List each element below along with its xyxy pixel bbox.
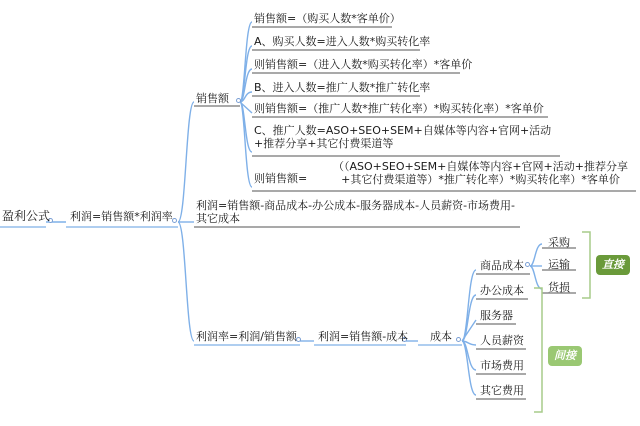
- indirect-item-salary: 人员薪资: [480, 334, 524, 347]
- goods-cost-node: 商品成本: [480, 259, 524, 272]
- profit-node: 利润=销售额*利润率: [70, 210, 173, 223]
- connector-cost-i5: [462, 341, 476, 395]
- connector-profit-margin: [178, 222, 194, 341]
- connector-sales-7: [240, 102, 252, 187]
- margin-formula: 利润=销售额-成本: [318, 330, 409, 343]
- connector-goods-d1: [530, 244, 542, 266]
- sales-item-6: C、推广人数=ASO+SEO+SEM+自媒体等内容+官网+活动+推荐分享+其它付费渠道等: [254, 124, 552, 150]
- indirect-item-server: 服务器: [480, 309, 513, 322]
- connector-cost-i2: [462, 320, 476, 341]
- collapse-dot[interactable]: [236, 98, 241, 103]
- direct-item-damage: 货损: [548, 281, 570, 294]
- direct-item-transport: 运输: [548, 258, 570, 271]
- collapse-dot[interactable]: [456, 337, 461, 342]
- direct-tag: 直接: [596, 255, 630, 275]
- profit-definition: 利润=销售额-商品成本-办公成本-服务器成本-人员薪资-市场费用-其它成本: [196, 199, 516, 225]
- sales-node: 销售额: [196, 92, 229, 105]
- connector-profit-sales: [178, 102, 194, 222]
- indirect-item-office: 办公成本: [480, 284, 524, 297]
- root-node: 盈利公式: [2, 209, 51, 223]
- indirect-item-market: 市场费用: [480, 359, 524, 372]
- sales-final-formula: （（ASO+SEO+SEM+自媒体等内容+官网+活动+推荐分享+其它付费渠道等）*推广转化率）*购买转化率）*客单价: [333, 160, 628, 186]
- margin-node: 利润率=利润/销售额: [196, 330, 297, 343]
- cost-node: 成本: [430, 330, 452, 343]
- direct-item-purchase: 采购: [548, 236, 570, 249]
- sales-item-5: 则销售额=（推广人数*推广转化率）*购买转化率）*客单价: [254, 102, 544, 115]
- sales-item-2: A、购买人数=进入人数*购买转化率: [254, 35, 431, 48]
- sales-item-3: 则销售额=（进入人数*购买转化率）*客单价: [254, 58, 473, 71]
- indirect-item-other: 其它费用: [480, 384, 524, 397]
- indirect-tag: 间接: [548, 346, 582, 366]
- connector-goods-d3: [530, 266, 542, 289]
- direct-bracket: [582, 232, 590, 298]
- sales-item-4: B、进入人数=推广人数*推广转化率: [254, 81, 431, 94]
- sales-item-1: 销售额=（购买人数*客单价）: [254, 12, 401, 25]
- indirect-bracket: [534, 288, 542, 412]
- collapse-dot[interactable]: [525, 262, 530, 267]
- sales-final-prefix: 则销售额=: [254, 172, 308, 185]
